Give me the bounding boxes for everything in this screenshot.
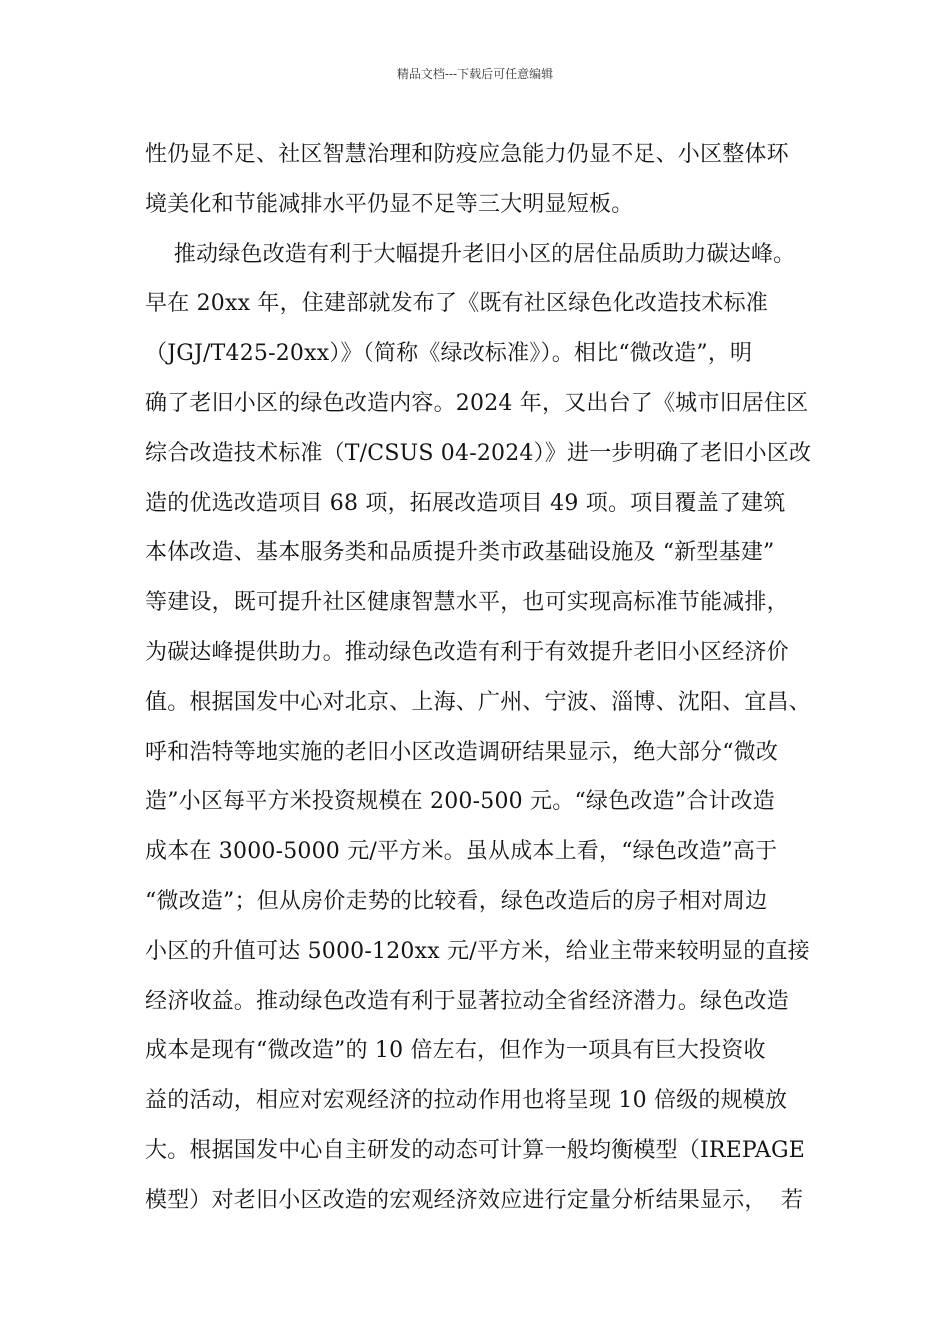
text-line: 造”小区每平方米投资规模在 200-500 元。“绿色改造”合计改造 [145,789,775,815]
text-line: “微改造”；但从房价走势的比较看，绿色改造后的房子相对周边 [145,888,768,914]
page-header: 精品文档---下载后可任意编辑 [396,67,554,81]
text-line: 成本在 3000-5000 元/平方米。虽从成本上看，“绿色改造”高于 [145,839,778,865]
text-line: 早在 20xx 年，住建部就发布了《既有社区绿色化改造技术标准 [145,291,768,317]
text-line: 本体改造、基本服务类和品质提升类市政基础设施及 “新型基建” [145,540,775,566]
text-line: 大。根据国发中心自主研发的动态可计算一般均衡模型（IREPAGE [145,1137,806,1163]
text-line: 小区的升值可达 5000-120xx 元/平方米，给业主带来较明显的直接 [145,938,810,964]
text-line: （JGJ/T425-20xx）》（简称《绿改标准》）。相比“微改造”，明 [145,341,753,367]
text-line: 性仍显不足、社区智慧治理和防疫应急能力仍显不足、小区整体环 [145,142,789,167]
text-line: 确了老旧小区的绿色改造内容。2024 年，又出台了《城市旧居住区 [145,390,809,416]
text-line: 境美化和节能减排水平仍显不足等三大明显短板。 [145,191,634,217]
text-line: 为碳达峰提供助力。推动绿色改造有利于有效提升老旧小区经济价 [145,639,789,665]
text-line: 值。根据国发中心对北京、上海、广州、宁波、淄博、沈阳、宜昌、 [145,689,812,715]
text-line: 综合改造技术标准（T/CSUS 04-2024）》进一步明确了老旧小区改 [145,440,812,466]
text-line: 模型）对老旧小区改造的宏观经济效应进行定量分析结果显示， 若 [145,1187,804,1213]
text-line: 推动绿色改造有利于大幅提升老旧小区的居住品质助力碳达峰。 [145,241,796,267]
text-line: 益的活动，相应对宏观经济的拉动作用也将呈现 10 倍级的规模放 [145,1088,788,1114]
text-line: 经济收益。推动绿色改造有利于显著拉动全省经济潜力。绿色改造 [145,988,789,1014]
text-line: 呼和浩特等地实施的老旧小区改造调研结果显示，绝大部分“微改 [145,739,779,765]
document-body [145,130,845,1226]
text-line: 成本是现有“微改造”的 10 倍左右，但作为一项具有巨大投资收 [145,1038,766,1064]
text-line: 造的优选改造项目 68 项，拓展改造项目 49 项。项目覆盖了建筑 [145,490,786,516]
text-line: 等建设，既可提升社区健康智慧水平，也可实现高标准节能减排， [145,590,789,616]
